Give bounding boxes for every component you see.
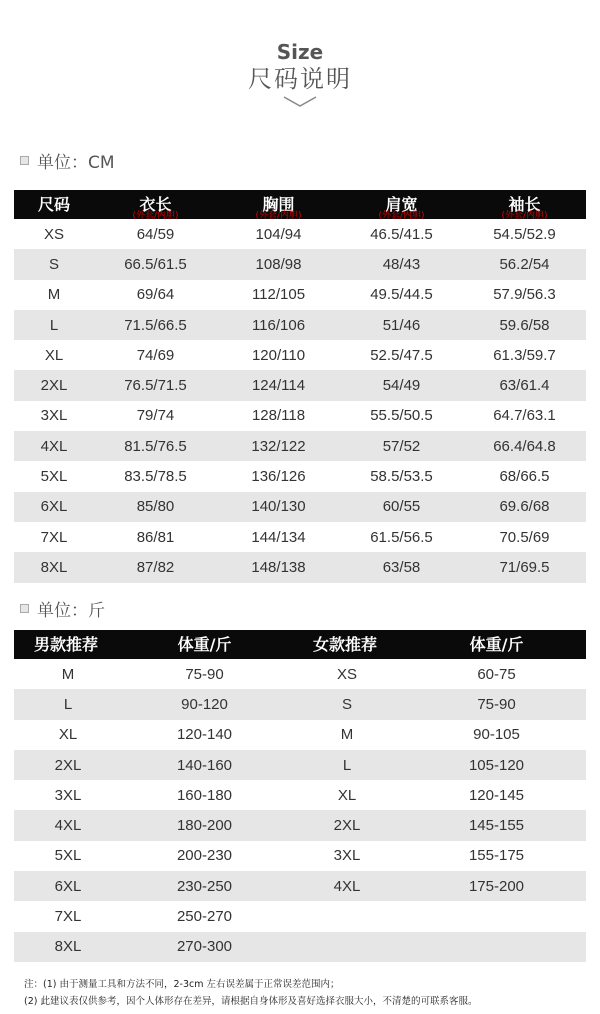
cell-size: 8XL: [14, 552, 94, 582]
unit-cm-text: 单位：CM: [37, 153, 115, 173]
cell-chest: 144/134: [251, 528, 306, 546]
table-row: [14, 689, 586, 719]
footnote-2: (2) 此建议表仅供参考，因个人体形存在差异，请根据自身体形及喜好选择衣服大小，不清楚的可联系客服。: [24, 996, 478, 1007]
cell-women-size: [287, 901, 407, 931]
cell-men-size: M: [61, 665, 75, 683]
cell-value: 64/59: [136, 225, 175, 243]
cell-women-size: 4XL: [287, 871, 407, 901]
cell-size: L: [14, 310, 94, 340]
cell-men-size: 3XL: [54, 786, 82, 804]
size-table: [14, 190, 586, 583]
table-row: [14, 522, 586, 552]
cell-size: 4XL: [14, 431, 94, 461]
cell-chest: [217, 211, 340, 249]
cell-men-size: XL: [58, 726, 78, 744]
cell-women-weight: 90-105: [473, 726, 520, 744]
cell-size: 3XL: [40, 407, 68, 425]
cell-shoulder: 54/49: [340, 370, 463, 400]
cell-chest: 112/105: [251, 286, 306, 304]
cell-women-weight: 105-120: [407, 750, 586, 780]
subnote-label: (外套/内胆): [132, 211, 179, 221]
cell-size: 2XL: [14, 370, 94, 400]
cell-chest: 116/106: [217, 310, 340, 340]
table-row: [14, 280, 586, 310]
cell-men-weight: 160-180: [176, 786, 233, 804]
cell-size: 5XL: [40, 468, 68, 486]
title-en: Size: [276, 40, 324, 64]
cell-women-size: [287, 932, 407, 962]
cell-shoulder: 48/43: [340, 249, 463, 279]
cell-length: 69/64: [136, 286, 175, 304]
cell-men-weight: 200-230: [176, 847, 233, 865]
cell-sleeve: 64.7/63.1: [493, 407, 556, 425]
table-row: [14, 552, 586, 582]
cell-length: 81.5/76.5: [94, 431, 217, 461]
cell-women-weight: [407, 901, 586, 931]
col-header-length: 衣长: [94, 190, 217, 219]
table-row: [14, 310, 586, 340]
table-row: [14, 780, 586, 810]
col-header-women-weight: 体重/斤: [407, 630, 586, 659]
weight-table: [14, 630, 586, 962]
col-header-shoulder: 肩宽: [340, 190, 463, 219]
cell-length: 74/69: [136, 346, 175, 364]
table-row: [14, 461, 586, 491]
col-header-size: 尺码: [14, 190, 94, 219]
cell-sleeve: 70.5/69: [499, 528, 550, 546]
table-row: [14, 810, 586, 840]
chevron-down-icon: [283, 96, 317, 108]
unit-cm-label: [20, 148, 115, 173]
cell-women-weight: 145-155: [407, 810, 586, 840]
cell-shoulder: 55.5/50.5: [370, 407, 433, 425]
bullet-square-icon: [20, 604, 29, 613]
cell-men-weight: 180-200: [122, 810, 287, 840]
cell-size: 7XL: [40, 528, 68, 546]
cell-men-weight: 75-90: [185, 665, 224, 683]
cell-women-size: 2XL: [287, 810, 407, 840]
cell-men-size: 2XL: [14, 750, 122, 780]
footnotes: [24, 976, 477, 1010]
cell-shoulder: 63/58: [340, 552, 463, 582]
cell-sleeve: 63/61.4: [463, 370, 586, 400]
cell-men-weight: 250-270: [176, 908, 233, 926]
cell-women-size: XL: [337, 786, 357, 804]
cell-length: 85/80: [94, 492, 217, 522]
cell-men-size: 4XL: [14, 810, 122, 840]
cell-length: 76.5/71.5: [94, 370, 217, 400]
cell-chest: 128/118: [251, 407, 306, 425]
subnote-label: (外套/内胆): [255, 211, 302, 221]
cell-men-size: 6XL: [14, 871, 122, 901]
cell-men-size: 5XL: [54, 847, 82, 865]
cell-men-weight: 90-120: [122, 689, 287, 719]
cell-chest: 124/114: [217, 370, 340, 400]
table-row: [14, 219, 586, 249]
cell-size: S: [14, 249, 94, 279]
table-row: [14, 370, 586, 400]
cell-chest: 136/126: [251, 468, 306, 486]
cell-women-size: S: [287, 689, 407, 719]
cell-size: XS: [43, 225, 64, 243]
cell-sleeve: 59.6/58: [463, 310, 586, 340]
title-cn: 尺码说明: [248, 65, 352, 93]
cell-men-size: 7XL: [54, 908, 82, 926]
cell-length: 87/82: [94, 552, 217, 582]
page-header: [0, 40, 600, 108]
cell-length: 71.5/66.5: [94, 310, 217, 340]
cell-sleeve: 61.3/59.7: [493, 346, 556, 364]
table-row: [14, 659, 586, 689]
cell-men-weight: 140-160: [122, 750, 287, 780]
weight-table-header: [14, 630, 586, 659]
cell-length: 83.5/78.5: [124, 468, 187, 486]
table-row: [14, 750, 586, 780]
cell-value: 104/94: [255, 225, 302, 243]
cell-women-size: M: [340, 726, 354, 744]
cell-sleeve: 57.9/56.3: [493, 286, 556, 304]
cell-length: 66.5/61.5: [94, 249, 217, 279]
cell-sleeve: 69.6/68: [463, 492, 586, 522]
cell-men-weight: 120-140: [176, 726, 233, 744]
cell-men-weight: 270-300: [122, 932, 287, 962]
cell-men-size: 8XL: [14, 932, 122, 962]
cell-sleeve: 66.4/64.8: [463, 431, 586, 461]
cell-chest: 132/122: [217, 431, 340, 461]
cell-chest: 120/110: [251, 346, 306, 364]
cell-shoulder: [340, 211, 463, 249]
subnote-label: (外套/内胆): [501, 211, 548, 221]
table-row: [14, 841, 586, 871]
subnote-label: (外套/内胆): [378, 211, 425, 221]
cell-women-weight: 75-90: [407, 689, 586, 719]
cell-value: 54.5/52.9: [493, 225, 556, 243]
footnote-1: 注：(1) 由于测量工具和方法不同，2-3cm 左右误差属于正常误差范围内；: [24, 979, 340, 990]
table-row: [14, 492, 586, 522]
cell-chest: 148/138: [217, 552, 340, 582]
cell-value: 46.5/41.5: [370, 225, 433, 243]
cell-size: XL: [44, 346, 64, 364]
cell-shoulder: 61.5/56.5: [370, 528, 433, 546]
cell-women-weight: 175-200: [407, 871, 586, 901]
unit-jin-label: [20, 596, 105, 621]
cell-chest: 140/130: [217, 492, 340, 522]
cell-sleeve: [463, 211, 586, 249]
cell-length: [94, 211, 217, 249]
cell-men-size: L: [14, 689, 122, 719]
col-header-men-weight: 体重/斤: [122, 630, 287, 659]
cell-length: 86/81: [136, 528, 175, 546]
cell-shoulder: 51/46: [340, 310, 463, 340]
cell-chest: 108/98: [217, 249, 340, 279]
table-row: [14, 720, 586, 750]
bullet-square-icon: [20, 156, 29, 165]
cell-sleeve: 56.2/54: [463, 249, 586, 279]
table-row: [14, 871, 586, 901]
cell-sleeve: 71/69.5: [463, 552, 586, 582]
table-row: [14, 932, 586, 962]
cell-women-weight: [407, 932, 586, 962]
cell-shoulder: 49.5/44.5: [370, 286, 433, 304]
cell-women-size: XS: [336, 665, 357, 683]
col-header-men: 男款推荐: [14, 630, 122, 659]
cell-shoulder: 52.5/47.5: [370, 346, 433, 364]
cell-sleeve: 68/66.5: [499, 468, 550, 486]
col-header-chest: 胸围: [217, 190, 340, 219]
cell-shoulder: 60/55: [340, 492, 463, 522]
cell-length: 79/74: [136, 407, 175, 425]
cell-women-size: 3XL: [333, 847, 361, 865]
cell-women-weight: 120-145: [468, 786, 525, 804]
cell-men-weight: 230-250: [122, 871, 287, 901]
col-header-women: 女款推荐: [287, 630, 407, 659]
unit-jin-text: 单位：斤: [37, 601, 105, 621]
cell-women-weight: 60-75: [477, 665, 516, 683]
table-row: [14, 401, 586, 431]
table-row: [14, 901, 586, 931]
cell-shoulder: 58.5/53.5: [370, 468, 433, 486]
table-row: [14, 249, 586, 279]
cell-shoulder: 57/52: [340, 431, 463, 461]
table-row: [14, 431, 586, 461]
cell-women-weight: 155-175: [468, 847, 525, 865]
col-header-sleeve: 袖长: [463, 190, 586, 219]
table-row: [14, 340, 586, 370]
cell-size: M: [47, 286, 61, 304]
cell-size: 6XL: [14, 492, 94, 522]
cell-women-size: L: [287, 750, 407, 780]
